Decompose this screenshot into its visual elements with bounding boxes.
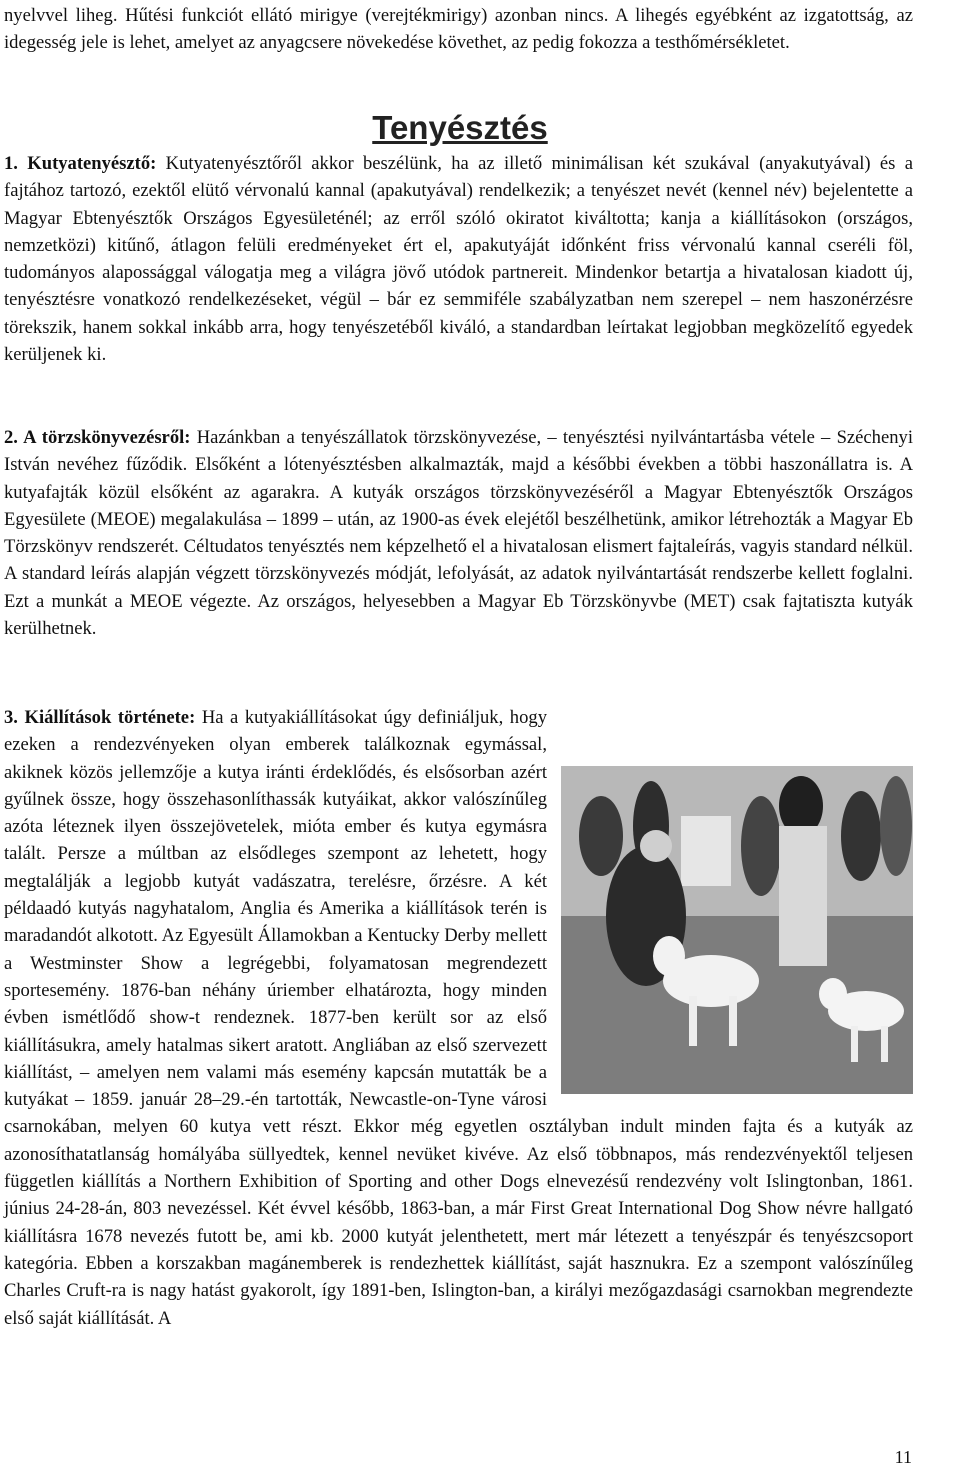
section-shows [4, 704, 913, 1332]
section-shows-text: Ha a kutyakiállításokat úgy definiáljuk, hogy ezeken a rendezvényeken olyan emberek találkoznak egymással, akiknek közös jellemzője a kutya iránti érdeklődés, és elsősorban azért gyűlnek össze, hogy összehasonlíthassák kutyáikat, akkor valószínűleg azóta léteznek ilyen összejövetelek, mióta ember és kutya egymásra talált. Persze a múltban az elsődleges szempont az lehetett, hogy megtalálják a legjobb kutyát vadászatra, terelésre, őrzésre. A két példaadó kutyás nagyhatalom, Anglia és Amerika a kiállítások terén is maradandót alkotott. Az Egyesült Államokban a Kentucky Derby mellett a Westminster Show a legrégebbi, folyamatosan megrendezett sportesemény. 1876-ban néhány úriember elhatározta, hogy minden évben ismétlődő show-t rendeznek. 1877-ben került sor az első kiállításukra, amely hatalmas sikert aratott. Angliában az első szervezett kiállítást, – amelyen nem valami más esemény kapcsán mutatták be a kutyákat – 1859. január 28–29.-én tartották, Newcastle-on-Tyne városi csarnokában, melyen 60 kutya vett részt. Ekkor még egyetlen osztályban indult minden fajta és a kutyák az azonosíthatatlanság homályába süllyedtek, kennel nevüket kivéve. Az első többnapos, más rendezvényektől teljesen független kiállítás a Northern Exhibition of Sporting and other Dogs elnevezésű rendezvény volt Islingtonban, 1861. június 24-28-án, 803 nevezéssel. Két évvel később, 1863-ban, a már First Great International Dog Show névre hallgató kiállításra 1678 nevezés futott be, ami kb. 2000 kutyát jelenthetett, mert már létezett a tenyészpár és tenyészcsoport kategória. Ebben a korszakban magánemberek is rendezhettek kiállítást, saját hasznukra. Ez a szempont valószínűleg Charles Cruft-ra is nagy hatást gyakorolt, így 1891-ben, Islington-ban, a királyi mezőgazdasági csarnokban megrendezte első saját kiállítását. A [4, 707, 913, 1329]
section-breeder [4, 150, 913, 368]
section-breeder-text: Kutyatenyésztőről akkor beszélünk, ha az illető minimálisan két szukával (anyakutyával) és a fajtához tartozó, ezektől elütő vérvonalú kannal (apakutyával) rendelkezik; a tenyészet nevét (kennel név) bejelentette a Magyar Ebtenyésztők Országos Egyesületénél; az erről szóló okiratot kiváltotta; kanja a kiállításokon (országos, nemzetközi) kitűnő, átlagon felüli eredményeket ért el, apakutyáját időnként friss vérvonalú kannal cseréli föl, tudományos alapossággal válogatja meg a világra jövő utódok partnereit. Mindenkor betartja a hivatalosan kiadott új, tenyésztésre vonatkozó rendelkezéseket, végül – bár ez semmiféle szabályzatban nem szerepel – nem haszonérzésre törekszik, hanem sokkal inkább arra, hogy tenyészetéből kiváló, a standardban leírtakat legjobban megközelítő egyedek kerüljenek ki. [4, 153, 913, 366]
section-pedigree-text: Hazánkban a tenyészállatok törzskönyvezése, – tenyésztési nyilvántartásba vétele – Széchenyi István nevéhez fűződik. Elsőként a lótenyésztésben alkalmazták, majd a későbbi években a többi haszonállatra is. A kutyafajták közül elsőként az agarakra. A kutyák országos törzskönyvezéséről a Magyar Ebtenyésztők Országos Egyesülete (MEOE) megalakulása – 1899 – után, az 1900-as évek elejétől beszélhetünk, amikor létrehozták a Magyar Eb Törzskönyv rendszerét. Céltudatos tenyésztés nem képzelhető el a hivatalosan elismert fajtaleírás, vagyis standard nélkül. A standard leírás alapján végzett törzskönyvezés módját, lefolyását, az adatok nyilvántartását rendszerbe kellett foglalni. Ezt a munkát a MEOE végezte. Az országos, helyesebben a Magyar Eb Törzskönyvbe (MET) csak fajtatiszta kutyák kerülhetnek. [4, 427, 913, 640]
section-heading: Tenyésztés [372, 109, 548, 146]
section-shows-lead: 3. Kiállítások története: [4, 707, 196, 728]
page-number: 11 [894, 1447, 912, 1467]
intro-paragraph: nyelvvel liheg. Hűtési funkciót ellátó mirigye (verejtékmirigy) azonban nincs. A lihegés egyébként az izgatottság, az idegesség jele is lehet, amelyet az anyagcsere növekedése követhet, az pedig fokozza a testhőmérsékletet. [4, 5, 913, 54]
section-pedigree [4, 424, 913, 642]
section-breeder-lead: 1. Kutyatenyésztő: [4, 153, 157, 174]
section-pedigree-lead: 2. A törzskönyvezésről: [4, 427, 191, 448]
dog-show-photo [561, 766, 913, 1094]
dog-show-photo-icon [561, 766, 913, 1094]
